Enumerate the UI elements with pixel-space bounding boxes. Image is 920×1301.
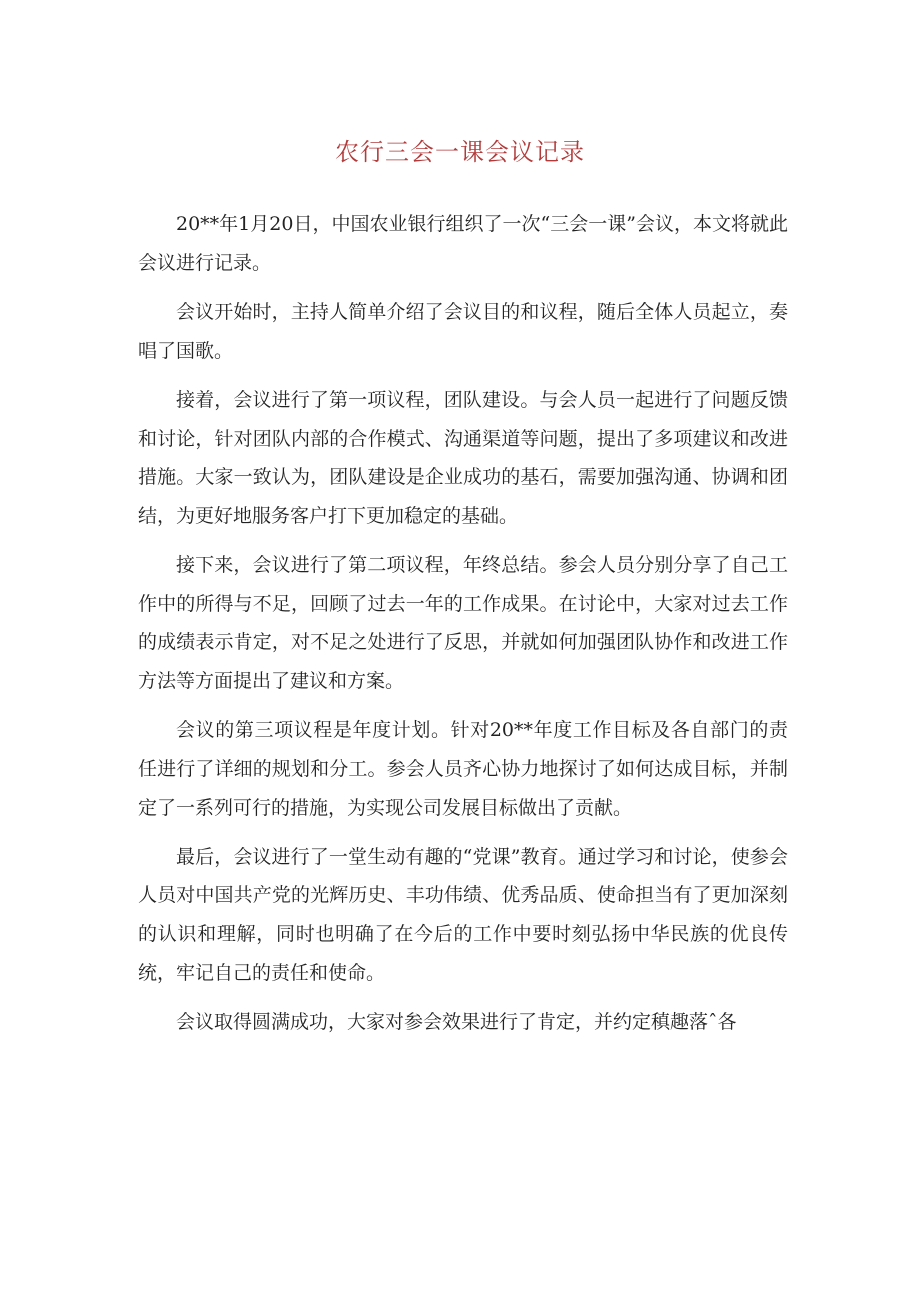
paragraph-conclusion: 会议取得圆满成功，大家对参会效果进行了肯定，并约定稹趣落ˆ各 <box>176 1011 737 1034</box>
paragraph-team-building: 接着，会议进行了第一项议程，团队建设。与会人员一起进行了问题反馈和讨论，针对团队内部的合作模式、沟通渠道等问题，提出了多项建议和改进措施。大家一致认为，团队建设是企业成功的基石，需要加强沟通、协调和团结，为更好地服务客户打下更加稳定的基础。 <box>138 388 788 527</box>
paragraph-year-end-summary: 接下来，会议进行了第二项议程，年终总结。参会人员分别分享了自己工作中的所得与不足，回顾了过去一年的工作成果。在讨论中，大家对过去工作的成绩表示肯定，对不足之处进行了反思，并就如何加强团队协作和改进工作方法等方面提出了建议和方案。 <box>138 554 788 692</box>
paragraph-intro: 20**年1月20日，中国农业银行组织了一次“三会一课”会议，本文将就此会议进行记录。 <box>138 213 788 274</box>
paragraph-party-lesson: 最后，会议进行了一堂生动有趣的“党课”教育。通过学习和讨论，使参会人员对中国共产党的光辉历史、丰功伟绩、优秀品质、使命担当有了更加深刻的认识和理解，同时也明确了在今后的工作中要时刻弘扬中华民族的优良传统，牢记自己的责任和使命。 <box>138 845 788 984</box>
paragraph-opening: 会议开始时，主持人简单介绍了会议目的和议程，随后全体人员起立，奏唱了国歌。 <box>138 300 788 362</box>
document-title: 农行三会一课会议记录 <box>335 138 585 166</box>
paragraph-annual-plan: 会议的第三项议程是年度计划。针对20**年度工作目标及各自部门的责任进行了详细的规划和分工。参会人员齐心协力地探讨了如何达成目标，并制定了一系列可行的措施，为实现公司发展目标做出了贡献。 <box>138 719 788 819</box>
document-body <box>138 205 788 1042</box>
